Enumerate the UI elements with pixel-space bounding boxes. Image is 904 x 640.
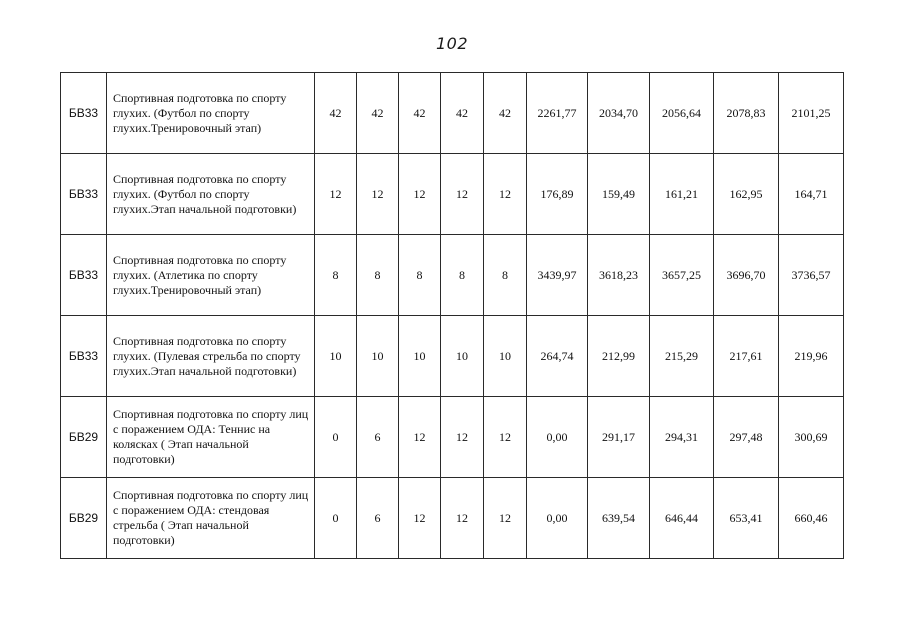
row-count: 8 [441, 235, 484, 316]
row-amount: 219,96 [779, 316, 844, 397]
row-count: 6 [357, 478, 399, 559]
row-code: БВ33 [61, 154, 107, 235]
row-count: 12 [357, 154, 399, 235]
row-count: 42 [315, 73, 357, 154]
row-count: 6 [357, 397, 399, 478]
row-count: 12 [441, 478, 484, 559]
table-row [61, 316, 844, 397]
row-count: 10 [357, 316, 399, 397]
row-code: БВ33 [61, 73, 107, 154]
row-amount: 0,00 [527, 478, 588, 559]
row-description: Спортивная подготовка по спорту глухих. (Футбол по спорту глухих.Тренировочный этап) [107, 73, 315, 154]
row-amount: 646,44 [650, 478, 714, 559]
row-count: 0 [315, 397, 357, 478]
row-description: Спортивная подготовка по спорту лиц с поражением ОДА: стендовая стрельба ( Этап начальной подготовки) [107, 478, 315, 559]
row-count: 42 [399, 73, 441, 154]
row-code: БВ33 [61, 235, 107, 316]
row-count: 42 [441, 73, 484, 154]
row-count: 10 [315, 316, 357, 397]
row-count: 8 [357, 235, 399, 316]
row-count: 12 [484, 154, 527, 235]
row-count: 12 [315, 154, 357, 235]
row-amount: 161,21 [650, 154, 714, 235]
row-amount: 294,31 [650, 397, 714, 478]
row-count: 8 [315, 235, 357, 316]
row-count: 42 [484, 73, 527, 154]
table-row [61, 478, 844, 559]
row-amount: 3736,57 [779, 235, 844, 316]
row-amount: 291,17 [588, 397, 650, 478]
table-row [61, 154, 844, 235]
row-amount: 653,41 [714, 478, 779, 559]
row-count: 10 [441, 316, 484, 397]
row-amount: 2101,25 [779, 73, 844, 154]
row-amount: 176,89 [527, 154, 588, 235]
page-number: 102 [435, 34, 469, 53]
row-amount: 3618,23 [588, 235, 650, 316]
row-count: 12 [484, 478, 527, 559]
table-row [61, 235, 844, 316]
row-amount: 215,29 [650, 316, 714, 397]
row-amount: 162,95 [714, 154, 779, 235]
row-amount: 2034,70 [588, 73, 650, 154]
row-count: 0 [315, 478, 357, 559]
row-amount: 639,54 [588, 478, 650, 559]
row-count: 12 [399, 154, 441, 235]
row-description: Спортивная подготовка по спорту глухих. (Футбол по спорту глухих.Этап начальной подготовки) [107, 154, 315, 235]
row-description: Спортивная подготовка по спорту глухих. (Атлетика по спорту глухих.Тренировочный этап) [107, 235, 315, 316]
data-table [60, 72, 844, 559]
row-amount: 159,49 [588, 154, 650, 235]
row-amount: 2056,64 [650, 73, 714, 154]
row-amount: 660,46 [779, 478, 844, 559]
row-amount: 3657,25 [650, 235, 714, 316]
row-amount: 264,74 [527, 316, 588, 397]
row-amount: 217,61 [714, 316, 779, 397]
row-count: 12 [399, 478, 441, 559]
row-count: 8 [484, 235, 527, 316]
row-amount: 164,71 [779, 154, 844, 235]
row-code: БВ29 [61, 397, 107, 478]
row-amount: 3439,97 [527, 235, 588, 316]
row-amount: 0,00 [527, 397, 588, 478]
table-row [61, 397, 844, 478]
row-description: Спортивная подготовка по спорту глухих. (Пулевая стрельба по спорту глухих.Этап начальной подготовки) [107, 316, 315, 397]
row-code: БВ29 [61, 478, 107, 559]
row-count: 10 [484, 316, 527, 397]
row-amount: 2078,83 [714, 73, 779, 154]
row-count: 12 [484, 397, 527, 478]
row-amount: 297,48 [714, 397, 779, 478]
row-amount: 212,99 [588, 316, 650, 397]
row-amount: 2261,77 [527, 73, 588, 154]
row-count: 12 [441, 154, 484, 235]
row-amount: 3696,70 [714, 235, 779, 316]
row-amount: 300,69 [779, 397, 844, 478]
row-description: Спортивная подготовка по спорту лиц с поражением ОДА: Теннис на колясках ( Этап начальной подготовки) [107, 397, 315, 478]
row-count: 42 [357, 73, 399, 154]
row-code: БВ33 [61, 316, 107, 397]
row-count: 12 [399, 397, 441, 478]
row-count: 10 [399, 316, 441, 397]
row-count: 8 [399, 235, 441, 316]
row-count: 12 [441, 397, 484, 478]
table-row [61, 73, 844, 154]
